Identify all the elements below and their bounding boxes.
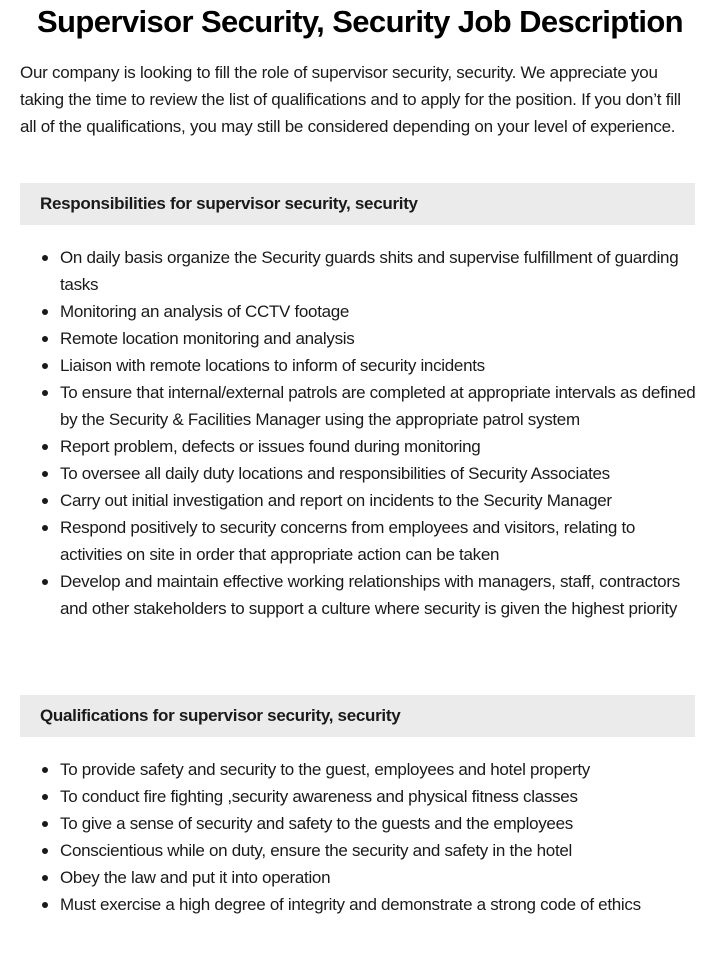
- list-item: [60, 514, 700, 568]
- list-item: [60, 352, 700, 379]
- list-item-text: Monitoring an analysis of CCTV footage: [60, 302, 350, 321]
- list-item-text: Must exercise a high degree of integrity and demonstrate a strong code of ethics: [60, 895, 641, 914]
- list-item: [60, 783, 700, 810]
- list-item: [60, 756, 700, 783]
- bullet-icon: [42, 336, 48, 342]
- list-item-text: To give a sense of security and safety to the guests and the employees: [60, 814, 573, 833]
- bullet-icon: [42, 848, 48, 854]
- list-item-text: Remote location monitoring and analysis: [60, 329, 355, 348]
- bullet-icon: [42, 255, 48, 261]
- qualifications-list: [20, 756, 700, 918]
- bullet-icon: [42, 309, 48, 315]
- list-item-text: Develop and maintain effective working relationships with managers, staff, contractors and other stakeholders to support a culture where security is given the highest priority: [60, 572, 680, 618]
- bullet-icon: [42, 821, 48, 827]
- bullet-icon: [42, 794, 48, 800]
- bullet-icon: [42, 390, 48, 396]
- page-title: Supervisor Security, Security Job Description: [36, 4, 684, 39]
- bullet-icon: [42, 875, 48, 881]
- list-item: [60, 244, 700, 298]
- bullet-icon: [42, 444, 48, 450]
- list-item: [60, 325, 700, 352]
- bullet-icon: [42, 579, 48, 585]
- list-item: [60, 837, 700, 864]
- responsibilities-heading: Responsibilities for supervisor security, security: [20, 183, 695, 225]
- list-item: [60, 298, 700, 325]
- bullet-icon: [42, 767, 48, 773]
- bullet-icon: [42, 902, 48, 908]
- bullet-icon: [42, 363, 48, 369]
- list-item-text: Obey the law and put it into operation: [60, 868, 331, 887]
- list-item-text: Conscientious while on duty, ensure the security and safety in the hotel: [60, 841, 573, 860]
- list-item: [60, 568, 700, 622]
- intro-paragraph: Our company is looking to fill the role of supervisor security, security. We appreciate you taking the time to review the list of qualifications and to apply for the position. If you don’t fill all of the qualifications, you may still be considered depending on your level of experience.: [20, 63, 681, 136]
- list-item: [60, 810, 700, 837]
- list-item-text: On daily basis organize the Security guards shits and supervise fulfillment of guarding tasks: [60, 248, 679, 294]
- list-item-text: Liaison with remote locations to inform of security incidents: [60, 356, 485, 375]
- bullet-icon: [42, 471, 48, 477]
- bullet-icon: [42, 525, 48, 531]
- list-item-text: To provide safety and security to the guest, employees and hotel property: [60, 760, 590, 779]
- list-item: [60, 433, 700, 460]
- bullet-icon: [42, 498, 48, 504]
- list-item-text: Carry out initial investigation and report on incidents to the Security Manager: [60, 491, 612, 510]
- qualifications-heading: Qualifications for supervisor security, security: [20, 695, 695, 737]
- list-item: [60, 864, 700, 891]
- list-item-text: Report problem, defects or issues found during monitoring: [60, 437, 481, 456]
- list-item-text: To conduct fire fighting ,security awareness and physical fitness classes: [60, 787, 578, 806]
- list-item-text: To ensure that internal/external patrols are completed at appropriate intervals as defined by the Security & Facilities Manager using the appropriate patrol system: [60, 383, 696, 429]
- list-item: [60, 460, 700, 487]
- list-item-text: To oversee all daily duty locations and responsibilities of Security Associates: [60, 464, 610, 483]
- list-item: [60, 487, 700, 514]
- list-item: [60, 379, 700, 433]
- list-item-text: Respond positively to security concerns from employees and visitors, relating to activities on site in order that appropriate action can be taken: [60, 518, 636, 564]
- responsibilities-list: [20, 244, 700, 622]
- list-item: [60, 891, 700, 918]
